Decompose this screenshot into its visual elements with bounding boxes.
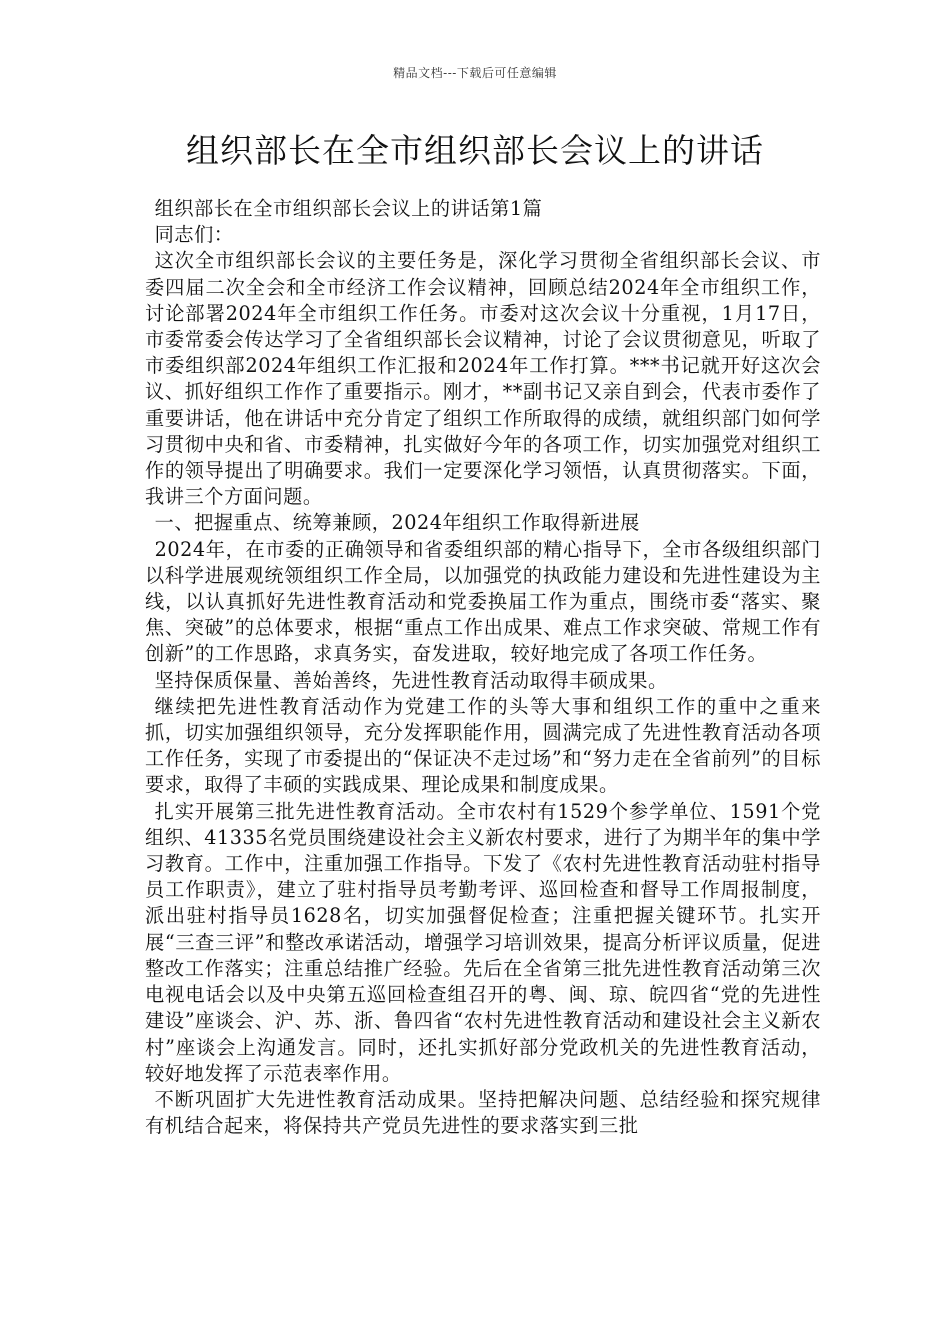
body-paragraph: 扎实开展第三批先进性教育活动。全市农村有1529个参学单位、1591个党组织、41335名党员围绕建设社会主义新农村要求，进行了为期半年的集中学习教育。工作中，注重加强工作指导。下发了《农村先进性教育活动驻村指导员工作职责》，建立了驻村指导员考勤考评、巡回检查和督导工作周报制度，派出驻村指导员1628名，切实加强督促检查；注重把握关键环节。扎实开展“三查三评”和整改承诺活动，增强学习培训效果，提高分析评议质量，促进整改工作落实；注重总结推广经验。先后在全省第三批先进性教育活动第三次电视电话会以及中央第五巡回检查组召开的粤、闽、琼、皖四省“党的先进性建设”座谈会、沪、苏、浙、鲁四省“农村先进性教育活动和建设社会主义新农村”座谈会上沟通发言。同时，还扎实抓好部分党政机关的先进性教育活动，较好地发挥了示范表率作用。 [145, 799, 821, 1085]
body-paragraph: 这次全市组织部长会议的主要任务是，深化学习贯彻全省组织部长会议、市委四届二次全会和全市经济工作会议精神，回顾总结2024年全市组织工作，讨论部署2024年全市组织工作任务。市委对这次会议十分重视，1月17日，市委常委会传达学习了全省组织部长会议精神，讨论了会议贯彻意见，听取了市委组织部2024年组织工作汇报和2024年工作打算。***书记就开好这次会议、抓好组织工作作了重要指示。刚才，**副书记又亲自到会，代表市委作了重要讲话，他在讲话中充分肯定了组织工作所取得的成绩，就组织部门如何学习贯彻中央和省、市委精神，扎实做好今年的各项工作，切实加强党对组织工作的领导提出了明确要求。我们一定要深化学习领悟，认真贯彻落实。下面，我讲三个方面问题。 [145, 249, 821, 509]
salutation: 同志们： [154, 223, 234, 247]
section-heading: 一、把握重点、统筹兼顾，2024年组织工作取得新进展 [154, 511, 640, 535]
body-paragraph: 不断巩固扩大先进性教育活动成果。坚持把解决问题、总结经验和探究规律有机结合起来，将保持共产党员先进性的要求落实到三批 [145, 1087, 821, 1138]
document-title: 组织部长在全市组织部长会议上的讲话 [186, 131, 764, 170]
section-subtitle: 组织部长在全市组织部长会议上的讲话第1篇 [154, 197, 543, 220]
body-paragraph: 继续把先进性教育活动作为党建工作的头等大事和组织工作的重中之重来抓，切实加强组织领导，充分发挥职能作用，圆满完成了先进性教育活动各项工作任务，实现了市委提出的“保证决不走过场”和“努力走在全省前列”的目标要求，取得了丰硕的实践成果、理论成果和制度成果。 [145, 694, 821, 797]
document-body [145, 196, 821, 1139]
subsection-heading: 坚持保质保量、善始善终，先进性教育活动取得丰硕成果。 [154, 668, 668, 692]
body-paragraph: 2024年，在市委的正确领导和省委组织部的精心指导下，全市各级组织部门以科学进展观统领组织工作全局，以加强党的执政能力建设和先进性建设为主线，以认真抓好先进性教育活动和党委换届工作为重点，围绕市委“落实、聚焦、突破”的总体要求，根据“重点工作出成果、难点工作求突破、常规工作有创新”的工作思路，求真务实，奋发进取，较好地完成了各项工作任务。 [145, 537, 821, 666]
page-header-watermark: 精品文档---下载后可任意编辑 [393, 66, 557, 80]
